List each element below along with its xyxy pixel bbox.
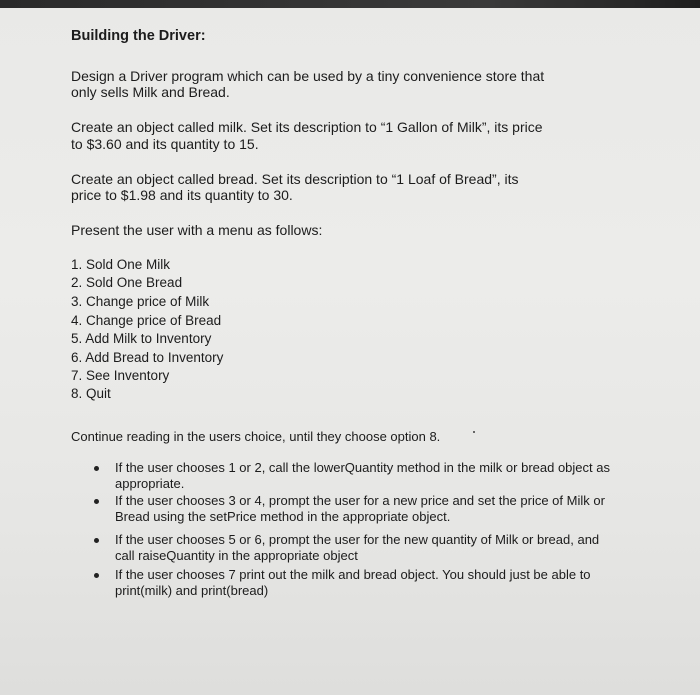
milk-paragraph-line-2: to $3.60 and its quantity to 15. bbox=[71, 136, 259, 152]
menu-item: 5. Add Milk to Inventory bbox=[71, 331, 212, 346]
bullet-line: appropriate. bbox=[115, 476, 185, 491]
bullet-line: If the user chooses 7 print out the milk and bread object. You should just be able to bbox=[115, 567, 591, 582]
menu-item: 7. See Inventory bbox=[71, 368, 170, 383]
bullet-line: Bread using the setPrice method in the appropriate object. bbox=[115, 509, 451, 524]
menu-item: 8. Quit bbox=[71, 386, 111, 401]
bullet-line: print(milk) and print(bread) bbox=[115, 583, 269, 598]
menu-item: 4. Change price of Bread bbox=[71, 313, 222, 328]
continue-instruction: Continue reading in the users choice, until they choose option 8. bbox=[71, 429, 441, 444]
menu-item: 1. Sold One Milk bbox=[71, 257, 171, 272]
bread-paragraph-line-2: price to $1.98 and its quantity to 30. bbox=[71, 187, 293, 203]
milk-paragraph-line-1: Create an object called milk. Set its description to “1 Gallon of Milk”, its price bbox=[71, 119, 543, 135]
bullet-line: If the user chooses 5 or 6, prompt the user for the new quantity of Milk or bread, and bbox=[115, 532, 600, 547]
bread-paragraph-line-1: Create an object called bread. Set its description to “1 Loaf of Bread”, its bbox=[71, 171, 519, 187]
bullet-line: call raiseQuantity in the appropriate object bbox=[115, 548, 358, 563]
section-heading: Building the Driver: bbox=[71, 28, 206, 44]
menu-item: 2. Sold One Bread bbox=[71, 275, 183, 290]
bullet-icon bbox=[94, 538, 99, 543]
stray-mark bbox=[473, 431, 475, 433]
bullet-icon bbox=[94, 573, 99, 578]
bullet-line: If the user chooses 3 or 4, prompt the user for a new price and set the price of Milk or bbox=[115, 493, 605, 508]
menu-item: 6. Add Bread to Inventory bbox=[71, 350, 224, 365]
bullet-icon bbox=[94, 499, 99, 504]
intro-line-1: Design a Driver program which can be used by a tiny convenience store that bbox=[71, 68, 545, 84]
intro-line-2: only sells Milk and Bread. bbox=[71, 84, 230, 100]
menu-item: 3. Change price of Milk bbox=[71, 294, 210, 309]
bullet-icon bbox=[94, 466, 99, 471]
menu-intro: Present the user with a menu as follows: bbox=[71, 222, 323, 238]
bullet-line: If the user chooses 1 or 2, call the lowerQuantity method in the milk or bread object as bbox=[115, 460, 610, 475]
